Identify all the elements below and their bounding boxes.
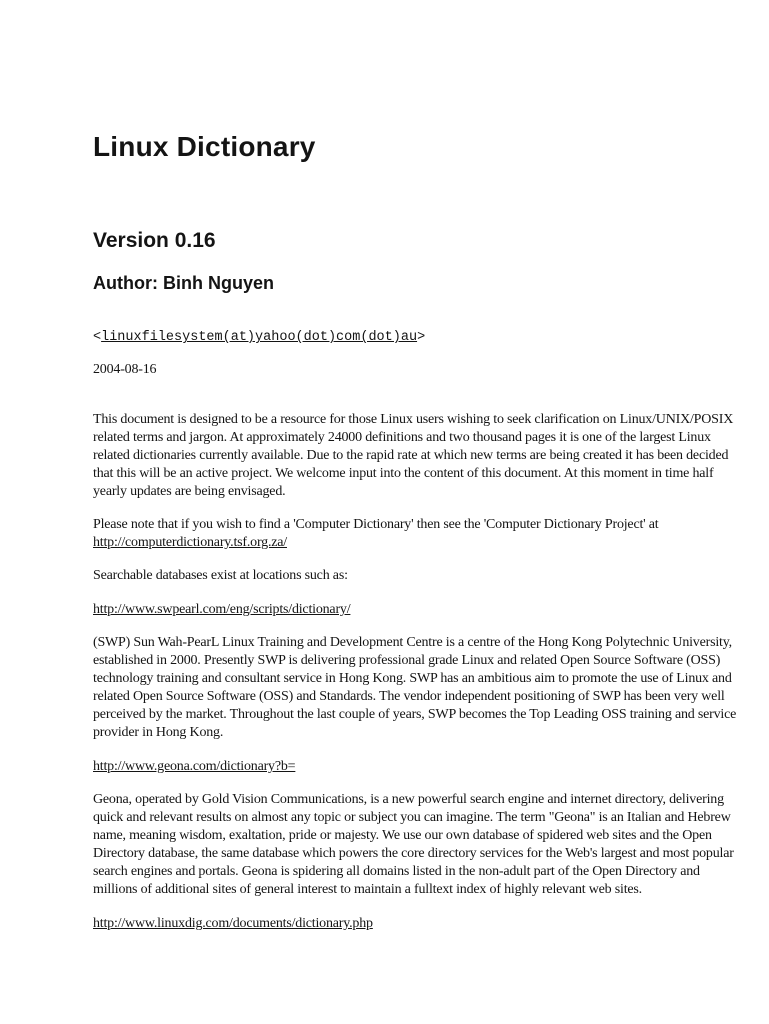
author-email-line — [93, 330, 741, 345]
swpearl-dictionary-link[interactable]: http://www.swpearl.com/eng/scripts/dictionary/ — [93, 602, 351, 618]
intro-paragraph: This document is designed to be a resource for those Linux users wishing to seek clarification on Linux/UNIX/POSIX related terms and jargon. At approximately 24000 definitions and two thousand pages it is one of the largest Linux related dictionaries currently available. Due to the rapid rate at which new terms are being created it has been decided that this will be an active project. We welcome input into the content of this document. At this moment in time half yearly updates are being envisaged. — [93, 412, 734, 500]
author-heading: Author: Binh Nguyen — [93, 272, 274, 293]
version-heading: Version 0.16 — [93, 229, 216, 253]
document-date: 2004-08-16 — [93, 362, 157, 378]
note-text: Please note that if you wish to find a 'Computer Dictionary' then see the 'Computer Dictionary Project' at — [93, 517, 659, 533]
email-bracket-open: < — [93, 330, 102, 346]
searchable-databases-intro: Searchable databases exist at locations such as: — [93, 568, 348, 584]
email-bracket-close: > — [417, 330, 426, 346]
document-page — [93, 0, 741, 933]
geona-dictionary-link[interactable]: http://www.geona.com/dictionary?b= — [93, 759, 296, 775]
geona-description: Geona, operated by Gold Vision Communications, is a new powerful search engine and internet directory, delivering quick and relevant results on almost any topic or subject you can imagine. The term "Geona" is an Italian and Hebrew name, meaning wisdom, exaltation, pride or majesty. We use our own database of spidered web sites and the Open Directory database, the same database which powers the core directory services for the Web's largest and most popular search engines and portals. Geona is spidering all domains listed in the non-adult part of the Open Directory and millions of additional sites of general interest to maintain a fulltext index of highly relevant web sites. — [93, 792, 734, 898]
computer-dictionary-project-link[interactable]: http://computerdictionary.tsf.org.za/ — [93, 535, 287, 551]
document-title: Linux Dictionary — [93, 131, 316, 162]
linuxdig-dictionary-link[interactable]: http://www.linuxdig.com/documents/dictionary.php — [93, 916, 373, 932]
swpearl-description: (SWP) Sun Wah-PearL Linux Training and Development Centre is a centre of the Hong Kong Polytechnic University, established in 2000. Presently SWP is delivering professional grade Linux and related Open Source Software (OSS) technology training and consultant service in Hong Kong. SWP has an ambitious aim to promote the use of Linux and related Open Source Software (OSS) and Standards. The vendor independent positioning of SWP has been very well perceived by the market. Throughout the last couple of years, SWP becomes the Top Leading OSS training and service provider in Hong Kong. — [93, 635, 737, 741]
note-paragraph — [93, 516, 741, 552]
author-email-link[interactable]: linuxfilesystem(at)yahoo(dot)com(dot)au — [101, 330, 418, 346]
